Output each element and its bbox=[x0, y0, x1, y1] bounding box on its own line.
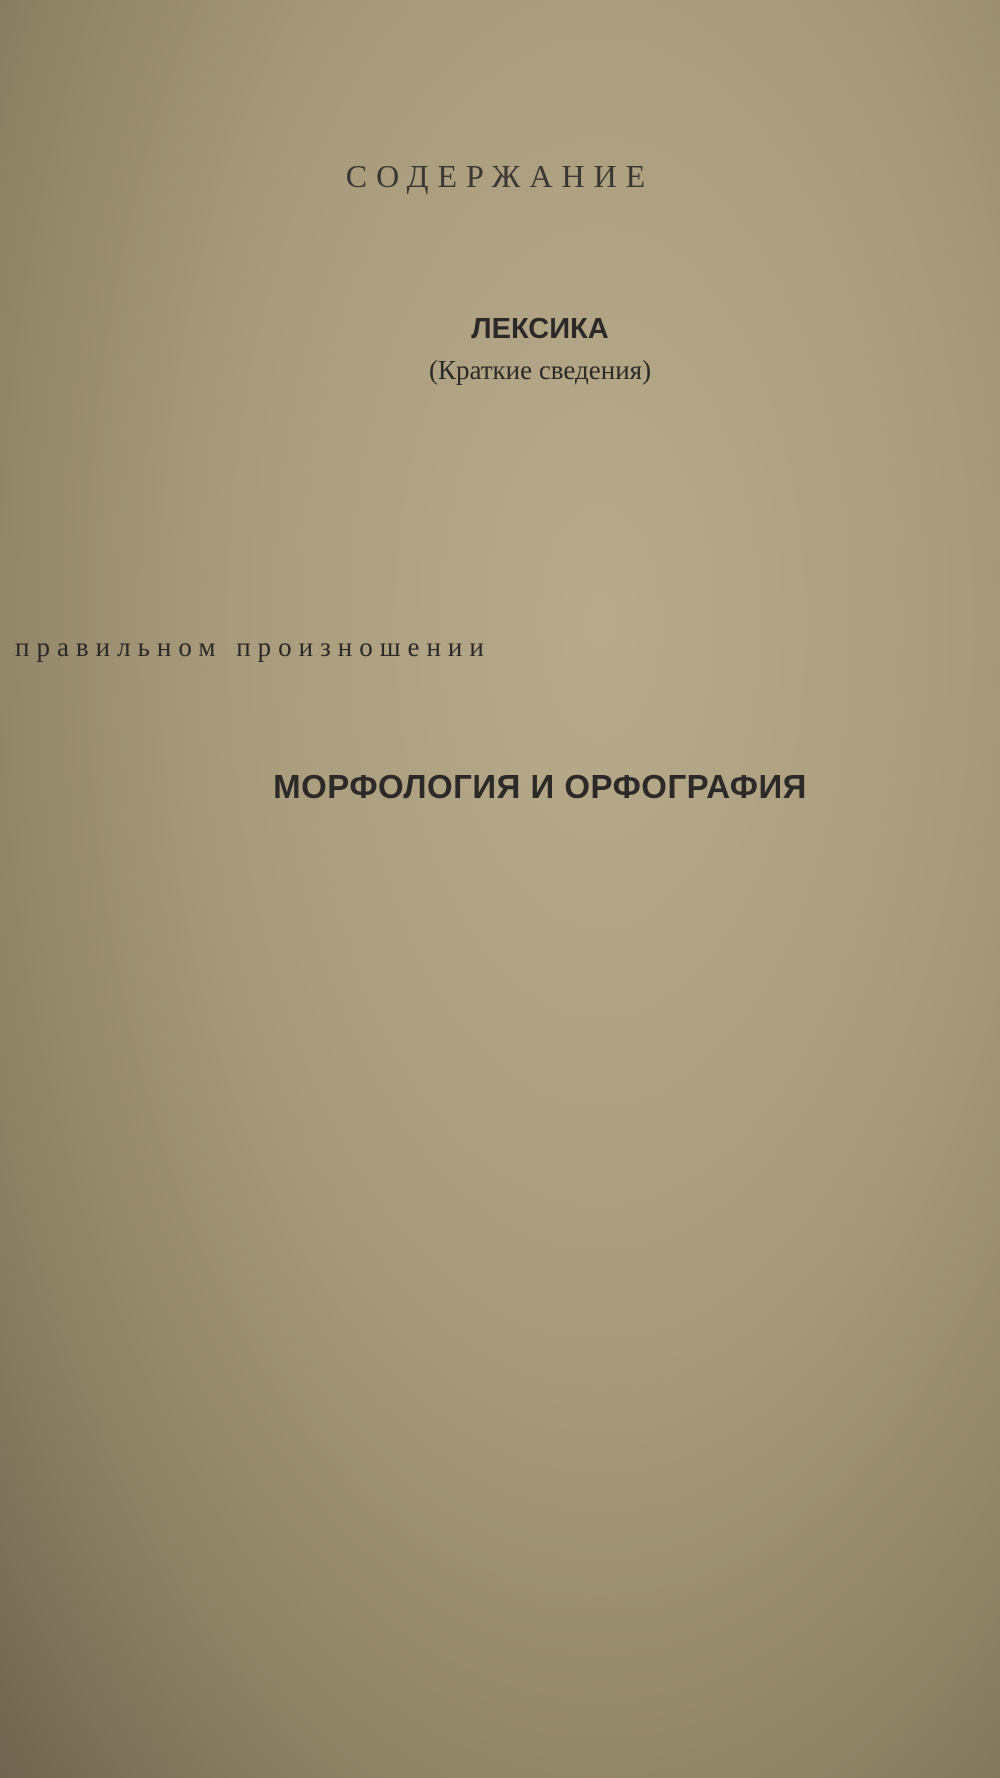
section-heading-lexika: ЛЕКСИКА bbox=[471, 313, 609, 345]
page-title: СОДЕРЖАНИЕ bbox=[345, 158, 655, 194]
section-heading-morphology: МОРФОЛОГИЯ И ОРФОГРАФИЯ bbox=[273, 768, 807, 805]
section-subheading-lexika: (Краткие сведения) bbox=[428, 355, 652, 385]
section-heading-pronunciation: правильном произношении bbox=[15, 632, 491, 662]
